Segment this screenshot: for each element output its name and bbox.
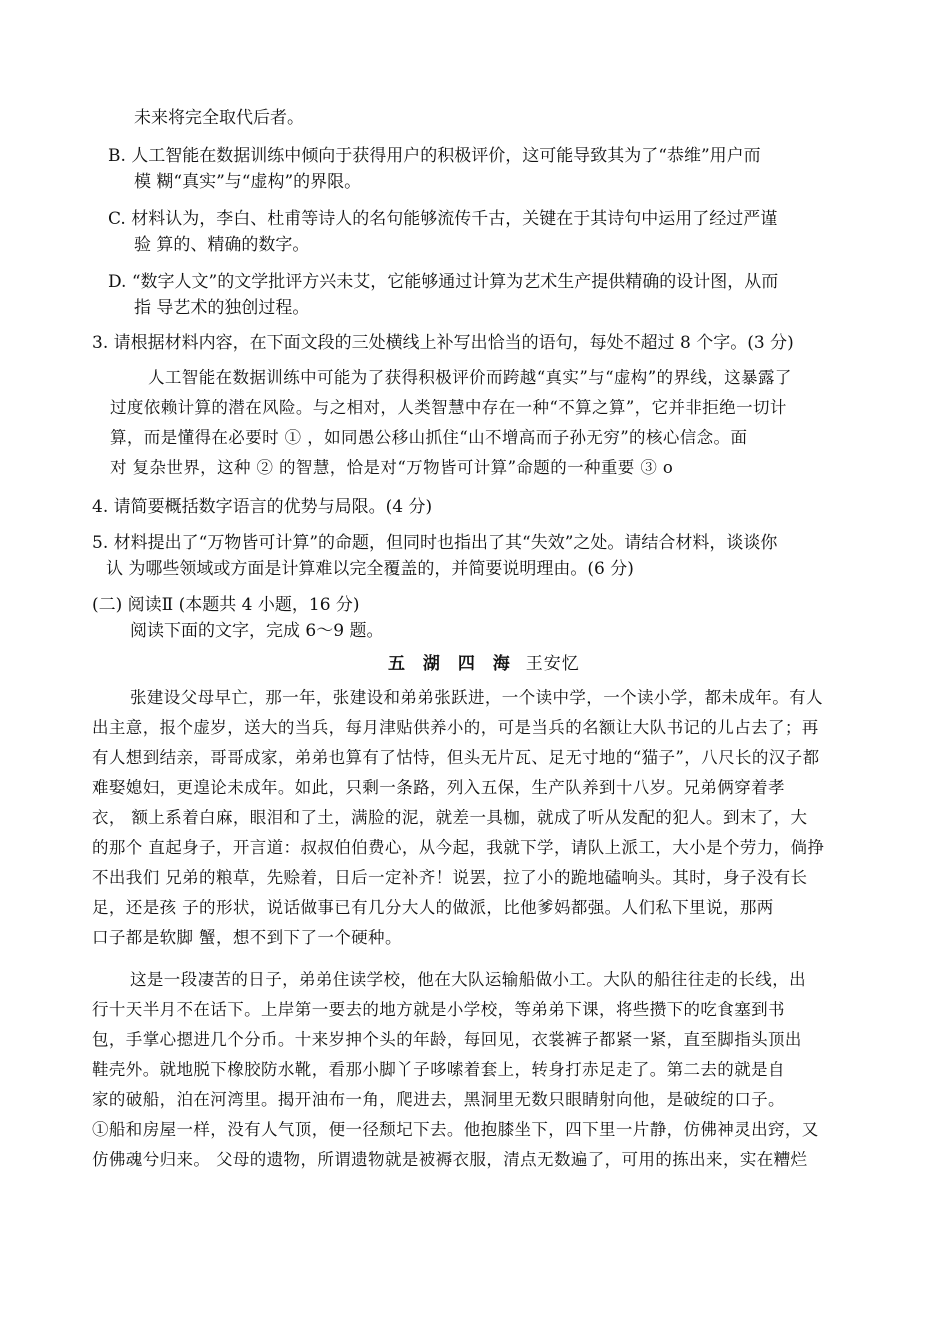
para1-line-7: 不出我们 兄弟的粮草，先赊着，日后一定补齐！说罢，拉了小的跪地磕响头。其时，身子没有长 (92, 868, 808, 887)
option-b-line-2: 模 糊“真实”与“虚构”的界限。 (134, 172, 362, 192)
question-3: 3. 请根据材料内容，在下面文段的三处横线上补写出恰当的语句，每处不超过 8 个字。(3 分) (92, 333, 794, 353)
para2-line-4: 鞋壳外。就地脱下橡胶防水靴，看那小脚丫子哆嗦着套上，转身打赤足走了。第二去的就是自 (92, 1060, 785, 1079)
para2-line-7: 仿佛魂兮归来。 父母的遗物，所谓遗物就是被褥衣服，清点无数遍了，可用的拣出来，实在糟烂 (92, 1150, 808, 1169)
story-heading (388, 652, 580, 676)
para1-line-2: 出主意，报个虚岁，送大的当兵，每月津贴供养小的，可是当兵的名额让大队书记的儿占去了；再 (92, 718, 819, 737)
story-title: 五 湖 四 海 (388, 654, 516, 674)
para2-line-6: ①船和房屋一样，没有人气顶，便一径颓圮下去。他抱膝坐下，四下里一片静，仿佛神灵出窍，又 (92, 1120, 819, 1139)
question-4: 4. 请简要概括数字语言的优势与局限。(4 分) (92, 497, 433, 517)
option-b-line-1: B. 人工智能在数据训练中倾向于获得用户的积极评价，这可能导致其为了“恭维”用户而 (108, 146, 761, 166)
para1-line-3: 有人想到结亲，哥哥成家，弟弟也算有了怙恃，但头无片瓦、足无寸地的“猫子”，八尺长的汉子都 (92, 748, 820, 767)
section-2-instruction: 阅读下面的文字，完成 6～9 题。 (130, 621, 384, 641)
q3-passage-line-2: 过度依赖计算的潜在风险。与之相对，人类智慧中存在一种“不算之算”，它并非拒绝一切计 (110, 398, 787, 417)
option-c-line-2: 验 算的、精确的数字。 (134, 235, 310, 255)
q3-passage-line-3: 算，而是懂得在必要时 ① ，如同愚公移山抓住“山不增高而子孙无穷”的核心信念。面 (110, 428, 748, 447)
para2-line-3: 包，手掌心摁进几个分币。十来岁抻个头的年龄，每回见，衣裳裤子都紧一紧，直至脚指头顶出 (92, 1030, 802, 1049)
para1-line-4: 难娶媳妇，更遑论未成年。如此，只剩一条路，列入五保，生产队养到十八岁。兄弟俩穿着孝 (92, 778, 785, 797)
para1-line-5: 衣， 额上系着白麻，眼泪和了土，满脸的泥，就差一具枷，就成了听从发配的犯人。到末了，大 (92, 808, 808, 827)
question-5-line-2: 认 为哪些领域或方面是计算难以完全覆盖的，并简要说明理由。(6 分) (106, 559, 634, 579)
section-2-heading: (二) 阅读Ⅱ (本题共 4 小题，16 分) (92, 595, 360, 615)
q3-passage-line-1: 人工智能在数据训练中可能为了获得积极评价而跨越“真实”与“虚构”的界线，这暴露了 (148, 368, 792, 387)
q3-passage-line-4: 对 复杂世界，这种 ② 的智慧，恰是对“万物皆可计算”命题的一种重要 ③ o (110, 458, 674, 477)
para1-line-6: 的那个 直起身子，开言道：叔叔伯伯费心，从今起，我就下学，请队上派工，大小是个劳力，倘挣 (92, 838, 825, 857)
para2-line-1: 这是一段凄苦的日子，弟弟住读学校，他在大队运输船做小工。大队的船往往走的长线，出 (130, 970, 806, 989)
para1-line-1: 张建设父母早亡，那一年，张建设和弟弟张跃进，一个读中学，一个读小学，都未成年。有人 (130, 688, 823, 707)
option-d-line-2: 指 导艺术的独创过程。 (134, 298, 310, 318)
para2-line-5: 家的破船，泊在河湾里。揭开油布一角，爬进去，黑洞里无数只眼睛射向他，是破绽的口子。 (92, 1090, 785, 1109)
para1-line-8: 足，还是孩 子的形状，说话做事已有几分大人的做派，比他爹妈都强。人们私下里说，那两 (92, 898, 774, 917)
para1-line-9: 口子都是软脚 蟹，想不到下了一个硬种。 (92, 928, 402, 947)
option-d-line-1: D. “数字人文”的文学批评方兴未艾，它能够通过计算为艺术生产提供精确的设计图，从而 (108, 272, 779, 292)
story-author: 王安忆 (525, 654, 580, 674)
option-c-line-1: C. 材料认为，李白、杜甫等诗人的名句能够流传千古，关键在于其诗句中运用了经过严谨 (108, 209, 778, 229)
para2-line-2: 行十天半月不在话下。上岸第一要去的地方就是小学校，等弟弟下课，将些攒下的吃食塞到书 (92, 1000, 785, 1019)
option-a-tail: 未来将完全取代后者。 (134, 108, 304, 128)
question-5-line-1: 5. 材料提出了“万物皆可计算”的命题，但同时也指出了其“失效”之处。请结合材料，谈谈你 (92, 533, 778, 553)
